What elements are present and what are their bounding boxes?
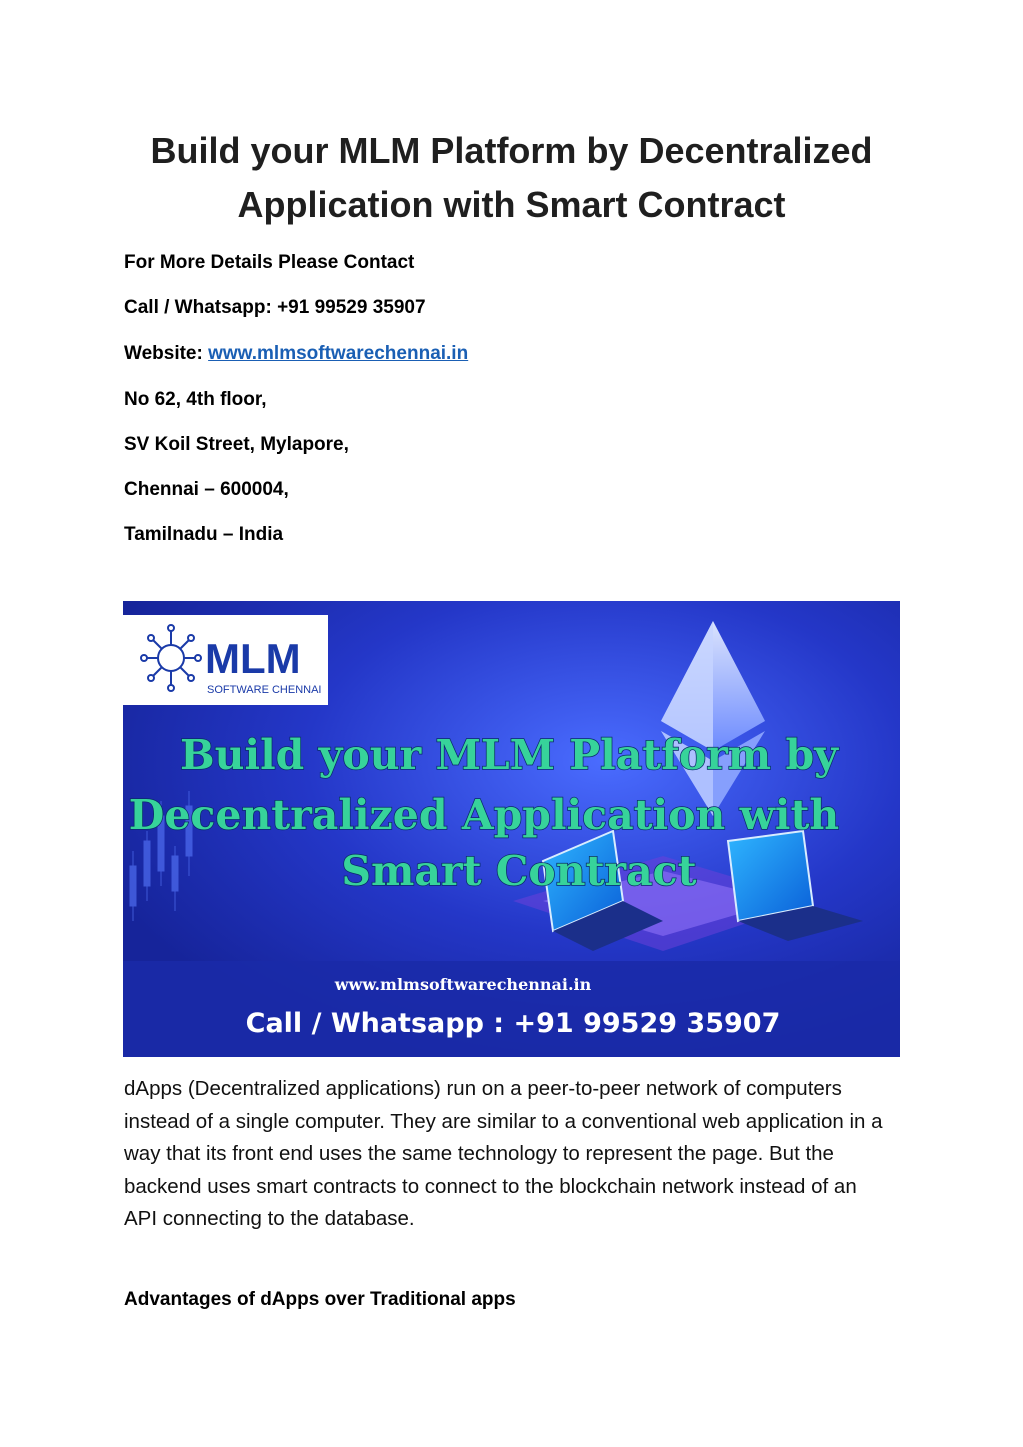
banner-headline-line-2: Decentralized Application with: [128, 791, 840, 839]
banner-graphic: [123, 601, 900, 1057]
logo-subtext: SOFTWARE CHENNAI: [207, 684, 322, 696]
contact-heading: For More Details Please Contact: [124, 252, 415, 273]
banner-url: www.mlmsoftwarechennai.in: [334, 975, 592, 994]
address-line-3: Chennai – 600004,: [124, 479, 289, 500]
contact-website: [124, 342, 468, 366]
banner-call: Call / Whatsapp : +91 99529 35907: [245, 1008, 781, 1039]
promo-banner: [123, 601, 900, 1057]
title-line-2: Application with Smart Contract: [237, 184, 786, 225]
address-line-1: No 62, 4th floor,: [124, 389, 267, 410]
contact-call: Call / Whatsapp: +91 99529 35907: [124, 297, 426, 318]
section-subheading: Advantages of dApps over Traditional apps: [124, 1289, 516, 1310]
body-paragraph: dApps (Decentralized applications) run on a peer-to-peer network of computers instead of a single computer. They are similar to a conventional web application in a way that its front end uses the same technology to represent the page. But the backend uses smart contracts to connect to the blockchain network instead of an API connecting to the database.: [124, 1077, 883, 1230]
title-line-1: Build your MLM Platform by Decentralized: [150, 130, 873, 171]
address-line-2: SV Koil Street, Mylapore,: [124, 434, 349, 455]
logo-text: MLM: [205, 635, 301, 682]
website-link[interactable]: www.mlmsoftwarechennai.in: [208, 343, 469, 364]
banner-headline-line-1: Build your MLM Platform by: [180, 731, 838, 779]
page-title: [100, 124, 923, 232]
address-line-4: Tamilnadu – India: [124, 524, 284, 545]
website-label: Website:: [124, 343, 203, 364]
banner-headline-line-3: Smart Contract: [341, 847, 697, 895]
